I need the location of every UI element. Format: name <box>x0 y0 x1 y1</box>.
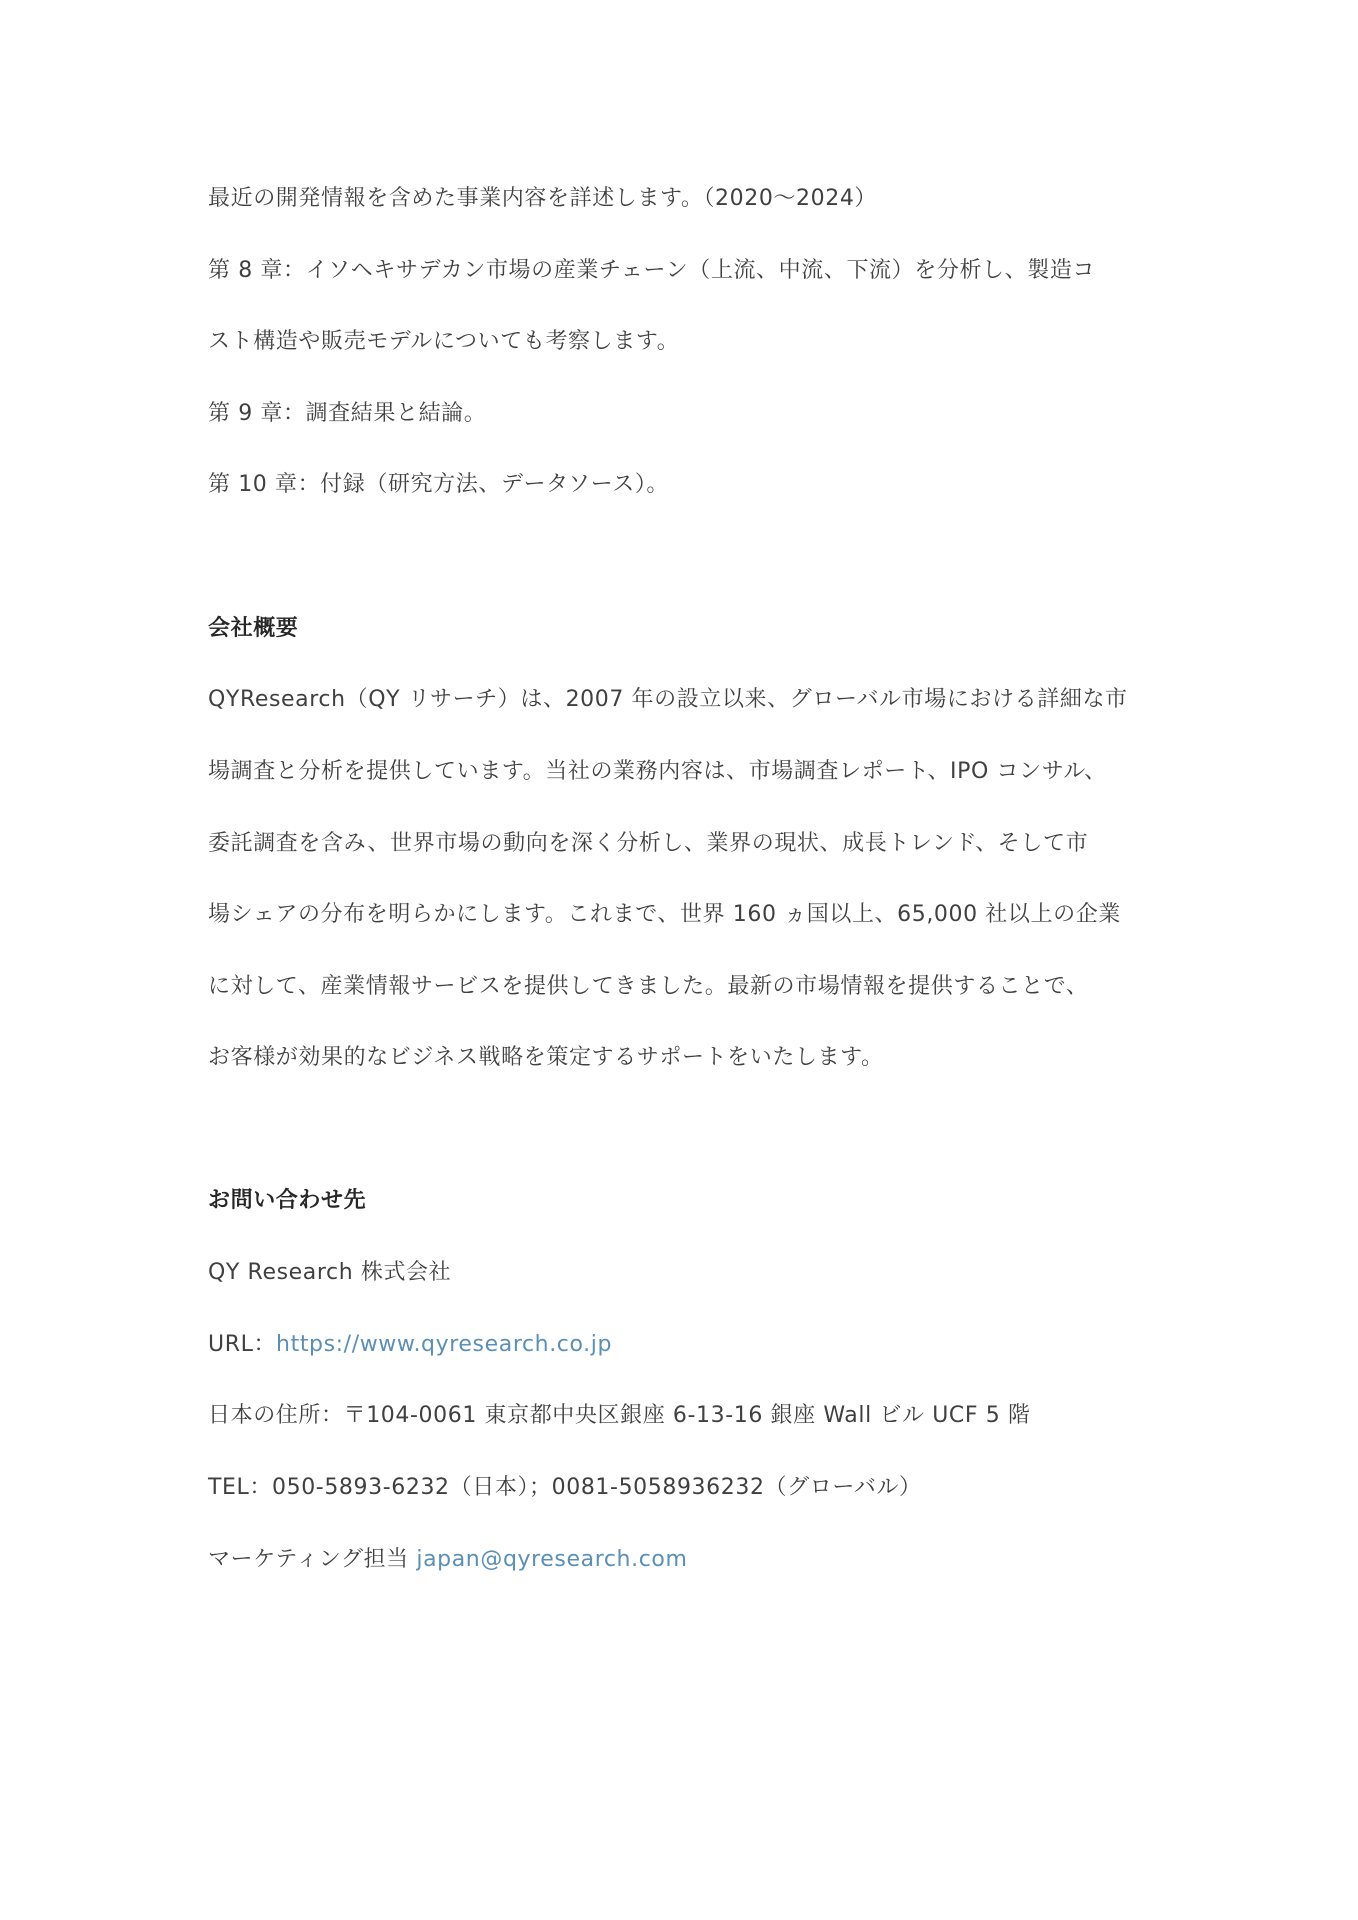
url-line <box>208 1330 612 1360</box>
chapter-text-line: 最近の開発情報を含めた事業内容を詳述します。（2020～2024） <box>208 186 878 211</box>
company-name: QY Research 株式会社 <box>208 1260 452 1285</box>
chapter-8-continued-line: スト構造や販売モデルについても考察します。 <box>208 329 680 354</box>
company-overview-heading: 会社概要 <box>208 616 299 641</box>
company-overview-line: 場シェアの分布を明らかにします。これまで、世界 160 ヵ国以上、65,000 社以上の企業 <box>208 902 1121 927</box>
tel-line: TEL：050-5893-6232（日本）；0081-5058936232（グローバル） <box>208 1475 922 1500</box>
website-link[interactable]: https://www.qyresearch.co.jp <box>276 1332 613 1357</box>
address-line: 日本の住所：〒104-0061 東京都中央区銀座 6-13-16 銀座 Wall ビル UCF 5 階 <box>208 1403 1031 1428</box>
contact-heading: お問い合わせ先 <box>208 1188 367 1213</box>
chapter-9-line: 第 9 章：調査結果と結論。 <box>208 401 487 426</box>
company-overview-line: QYResearch（QY リサーチ）は、2007 年の設立以来、グローバル市場における詳細な市 <box>208 687 1128 712</box>
email-link[interactable]: japan@qyresearch.com <box>416 1547 688 1572</box>
marketing-line <box>208 1545 687 1575</box>
chapter-10-line: 第 10 章：付録（研究方法、データソース）。 <box>208 472 670 497</box>
chapter-8-line: 第 8 章：イソヘキサデカン市場の産業チェーン（上流、中流、下流）を分析し、製造コ <box>208 258 1096 283</box>
url-label: URL： <box>208 1332 277 1357</box>
company-overview-line: に対して、産業情報サービスを提供してきました。最新の市場情報を提供することで、 <box>208 974 1089 999</box>
company-overview-line: 場調査と分析を提供しています。当社の業務内容は、市場調査レポート、IPO コンサル、 <box>208 759 1107 784</box>
company-overview-line: お客様が効果的なビジネス戦略を策定するサポートをいたします。 <box>208 1045 884 1070</box>
marketing-label: マーケティング担当 <box>208 1547 417 1572</box>
company-overview-line: 委託調査を含み、世界市場の動向を深く分析し、業界の現状、成長トレンド、そして市 <box>208 831 1089 856</box>
